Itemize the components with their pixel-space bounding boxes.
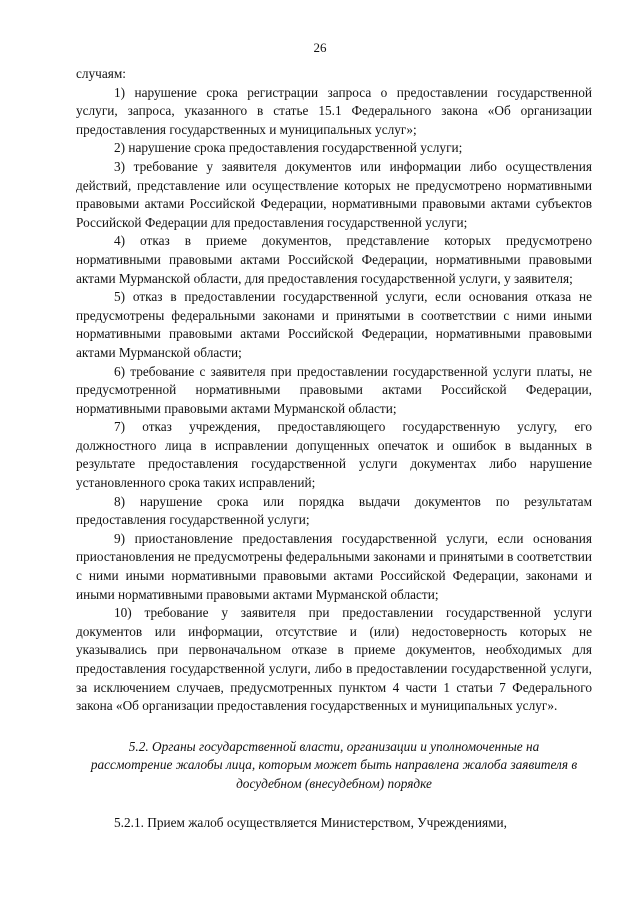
list-item-5: 5) отказ в предоставлении государственной услуги, если основания отказа не предусмотрены федеральными законами и принятыми в соответствии с ними иными нормативными правовыми актами Российской Федерации, нормативными правовыми актами Мурманской области; — [76, 289, 592, 360]
page-number: 26 — [313, 40, 327, 55]
list-item-1: 1) нарушение срока регистрации запроса о предоставлении государственной услуги, запроса, указанного в статье 15.1 Федерального закона «Об организации предоставления государственных и муниципальных услуг»; — [76, 84, 592, 137]
list-item-4: 4) отказ в приеме документов, представление которых предусмотрено нормативными правовыми актами Российской Федерации, нормативными правовыми актами Мурманской области, для предоставления государственной услуги, у заявителя; — [76, 233, 592, 286]
intro-text: случаям: — [76, 66, 126, 81]
section-heading: 5.2. Органы государственной власти, организации и уполномоченные на рассмотрение жалобы лица, которым может быть направлена жалоба заявителя в досудебном (внесудебном) порядке — [90, 738, 578, 791]
list-item-3: 3) требование у заявителя документов или информации либо осуществления действий, представление или осуществление которых не предусмотрено нормативными правовыми актами Российской Федерации, нормативными правовыми актами субъектов Российской Федерации для предоставления государственной услуги; — [76, 158, 592, 230]
list-item-9: 9) приостановление предоставления государственной услуги, если основания приостановления не предусмотрены федеральными законами и принятыми в соответствии с ними иными нормативными правовыми актами Российской Федерации, законами и иными нормативными правовыми актами Мурманской области; — [76, 530, 592, 602]
list-item-10: 10) требование у заявителя при предоставлении государственной услуги документов или информации, отсутствие и (или) недостоверность которых не указывались при первоначальном отказе в приеме документов, необходимых для предоставления государственной услуги, либо в предоставлении государственной услуги, за исключением случаев, предусмотренных пунктом 4 части 1 статьи 7 Федерального закона «Об организации предоставления государственных и муниципальных услуг». — [76, 605, 592, 714]
document-body — [76, 65, 592, 832]
section-paragraph: 5.2.1. Прием жалоб осуществляется Министерством, Учреждениями, — [114, 814, 507, 830]
list-item-6: 6) требование с заявителя при предоставлении государственной услуги платы, не предусмотренной нормативными правовыми актами Российской Федерации, нормативными правовыми актами Мурманской области; — [76, 363, 592, 416]
list-item-7: 7) отказ учреждения, предоставляющего государственную услугу, его должностного лица в исправлении допущенных опечаток и ошибок в выданных в результате предоставления государственной услуги документах либо нарушение установленного срока таких исправлений; — [76, 419, 592, 491]
list-item-8: 8) нарушение срока или порядка выдачи документов по результатам предоставления государственной услуги; — [76, 493, 592, 528]
list-item-2: 2) нарушение срока предоставления государственной услуги; — [114, 140, 463, 156]
